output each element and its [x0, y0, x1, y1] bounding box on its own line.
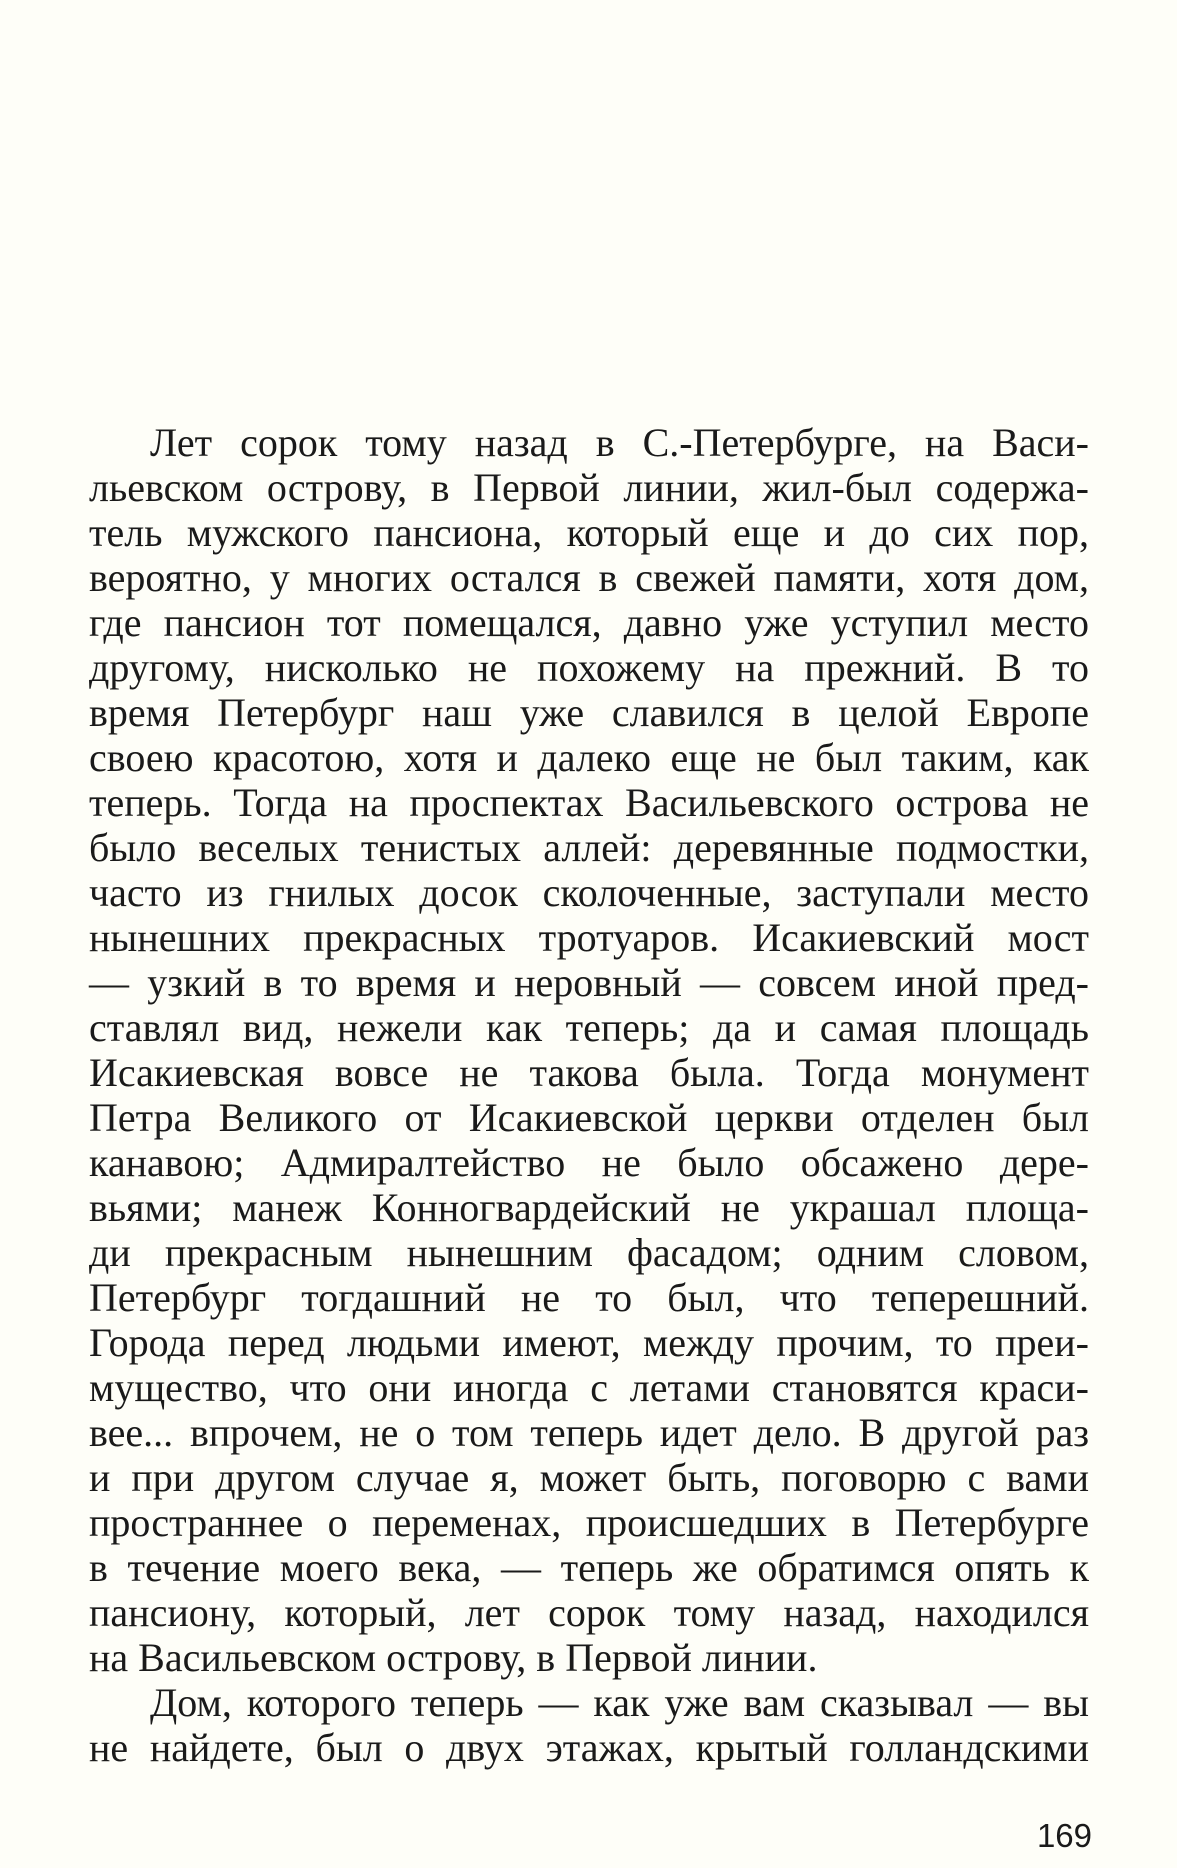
paragraph-2 — [89, 1680, 1089, 1770]
text-line: вьями; манеж Конногвардейский не украшал площа- — [89, 1185, 1089, 1230]
text-line: пансиону, который, лет сорок тому назад, находился — [89, 1590, 1089, 1635]
text-line: и при другом случае я, может быть, поговорю с вами — [89, 1455, 1089, 1500]
text-line: не найдете, был о двух этажах, крытый голландскими — [89, 1725, 1089, 1770]
text-line: Петербург тогдашний не то был, что теперешний. — [89, 1275, 1089, 1320]
text-line: время Петербург наш уже славился в целой Европе — [89, 690, 1089, 735]
text-line: Города перед людьми имеют, между прочим, то преи- — [89, 1320, 1089, 1365]
text-line: где пансион тот помещался, давно уже уступил место — [89, 600, 1089, 645]
text-line: Дом, которого теперь — как уже вам сказывал — вы — [150, 1680, 1089, 1725]
text-line: пространнее о переменах, происшедших в Петербурге — [89, 1500, 1089, 1545]
text-line: канавою; Адмиралтейство не было обсажено дере- — [89, 1140, 1089, 1185]
text-line: вее... впрочем, не о том теперь идет дело. В другой раз — [89, 1410, 1089, 1455]
text-line: Исакиевская вовсе не такова была. Тогда монумент — [89, 1050, 1089, 1095]
page-number: 169 — [1036, 1817, 1092, 1854]
text-line: мущество, что они иногда с летами становятся краси- — [89, 1365, 1089, 1410]
text-line: своею красотою, хотя и далеко еще не был таким, как — [89, 735, 1089, 780]
text-line: ставлял вид, нежели как теперь; да и самая площадь — [89, 1005, 1089, 1050]
text-line: Петра Великого от Исакиевской церкви отделен был — [89, 1095, 1089, 1140]
text-line: вероятно, у многих остался в свежей памяти, хотя дом, — [89, 555, 1089, 600]
text-line: нынешних прекрасных тротуаров. Исакиевский мост — [89, 915, 1089, 960]
text-line: на Васильевском острову, в Первой линии. — [89, 1635, 818, 1680]
text-line: часто из гнилых досок сколоченные, заступали место — [89, 870, 1089, 915]
text-line: — узкий в то время и неровный — совсем иной пред- — [89, 960, 1089, 1005]
text-line: Лет сорок тому назад в С.-Петербурге, на Васи- — [150, 420, 1089, 465]
text-line: тель мужского пансиона, который еще и до сих пор, — [89, 510, 1089, 555]
body-text — [89, 420, 1089, 1770]
paragraph-1 — [89, 420, 1089, 1680]
text-line: было веселых тенистых аллей: деревянные подмостки, — [89, 825, 1089, 870]
text-line: ди прекрасным нынешним фасадом; одним словом, — [89, 1230, 1089, 1275]
text-line: льевском острову, в Первой линии, жил-был содержа- — [89, 465, 1089, 510]
text-line: другому, нисколько не похожему на прежний. В то — [89, 645, 1089, 690]
text-line: в течение моего века, — теперь же обратимся опять к — [89, 1545, 1089, 1590]
text-line: теперь. Тогда на проспектах Васильевского острова не — [89, 780, 1089, 825]
